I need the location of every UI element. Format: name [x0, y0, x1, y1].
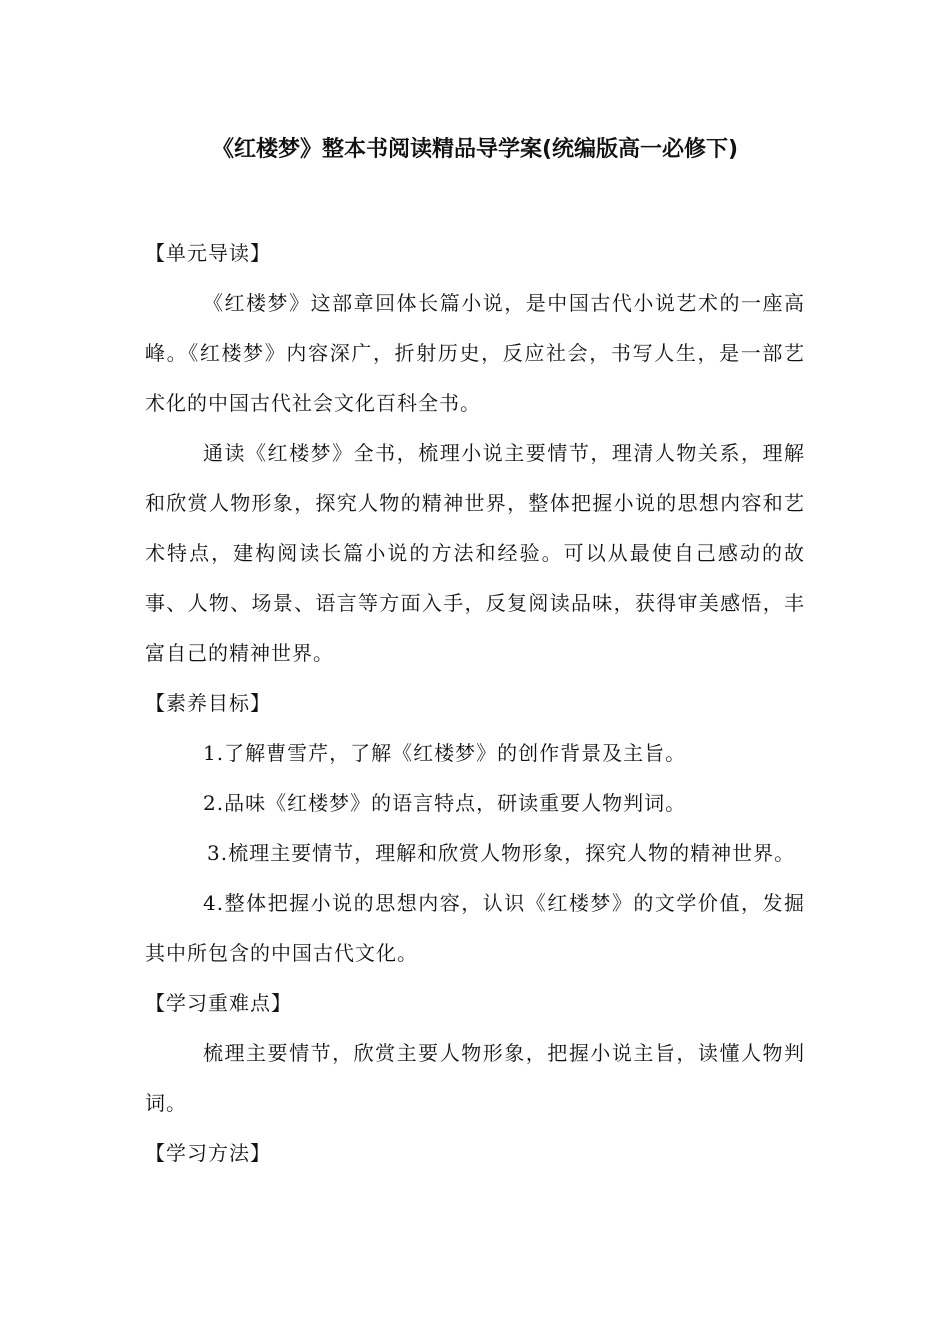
- goal-item-3: 3.梳理主要情节，理解和欣赏人物形象，探究人物的精神世界。: [207, 841, 796, 865]
- paragraph-unit-guide-2: 通读《红楼梦》全书，梳理小说主要情节，理清人物关系，理解和欣赏人物形象，探究人物的精神世界，整体把握小说的思想内容和艺术特点，建构阅读长篇小说的方法和经验。可以从最使自己感动的故事、人物、场景、语言等方面入手，反复阅读品味，获得审美感悟，丰富自己的精神世界。: [145, 441, 805, 665]
- goal-item-2: 2.品味《红楼梦》的语言特点，研读重要人物判词。: [203, 791, 687, 815]
- paragraph-key-points: 梳理主要情节，欣赏主要人物形象，把握小说主旨，读懂人物判词。: [145, 1041, 805, 1115]
- goal-item-4: 4.整体把握小说的思想内容，认识《红楼梦》的文学价值，发掘其中所包含的中国古代文化。: [145, 891, 805, 965]
- paragraph-unit-guide-1: 《红楼梦》这部章回体长篇小说，是中国古代小说艺术的一座高峰。《红楼梦》内容深广，折射历史，反应社会，书写人生，是一部艺术化的中国古代社会文化百科全书。: [145, 291, 805, 415]
- section-heading-methods: 【学习方法】: [145, 1141, 271, 1165]
- document-title: 《红楼梦》整本书阅读精品导学案(统编版高一必修下): [211, 137, 739, 162]
- document-body: [145, 228, 805, 1178]
- section-heading-unit-guide: 【单元导读】: [145, 241, 271, 265]
- goal-item-1: 1.了解曹雪芹，了解《红楼梦》的创作背景及主旨。: [203, 741, 687, 765]
- section-heading-literacy-goals: 【素养目标】: [145, 691, 271, 715]
- section-heading-key-points: 【学习重难点】: [145, 991, 292, 1015]
